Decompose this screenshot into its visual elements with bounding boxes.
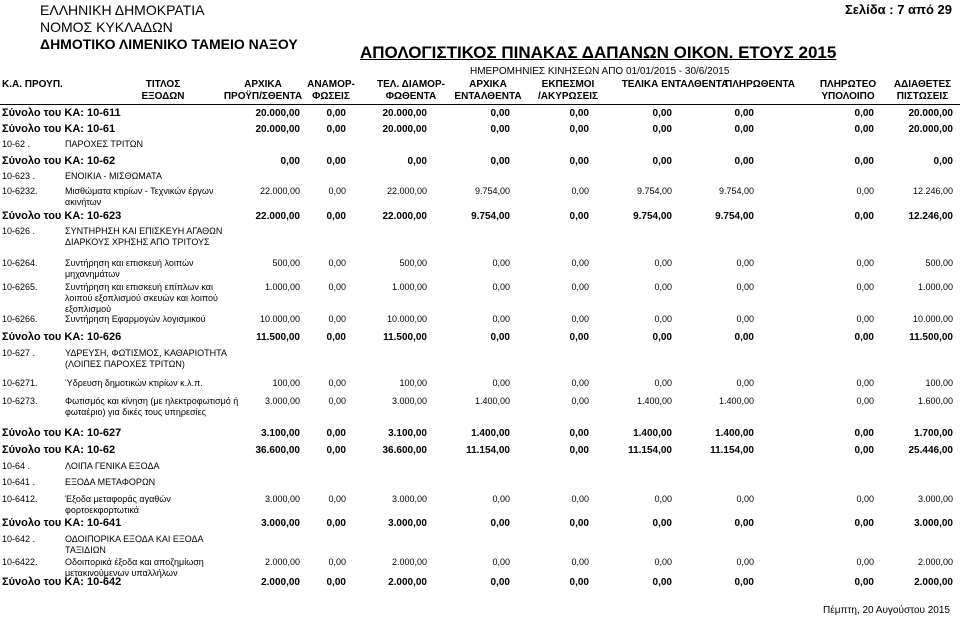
amount-cell: 0,00 xyxy=(326,124,346,135)
total-row xyxy=(0,577,960,591)
amount-cell: 11.154,00 xyxy=(466,445,510,456)
amount-cell: 0,00 xyxy=(569,156,589,167)
date-range: ΗΜΕΡΟΜΗΝΙΕΣ ΚΙΝΗΣΕΩΝ ΑΠΟ 01/01/2015 - 30/6/2015 xyxy=(470,66,730,77)
account-code: 10-6266. xyxy=(2,314,38,324)
amount-cell: 1.000,00 xyxy=(264,282,300,292)
total-label: Σύνολο του ΚΑ: 10-62 xyxy=(2,444,116,456)
account-code: 10-642 . xyxy=(2,534,36,544)
column-header: ΤΙΤΛΟΣ ΕΞΟΔΩΝ xyxy=(141,79,185,102)
amount-cell: 0,00 xyxy=(734,124,754,135)
amount-cell: 0,00 xyxy=(654,494,672,504)
account-code: 10-623 . xyxy=(2,171,36,181)
account-code: 10-6232. xyxy=(2,186,38,196)
amount-cell: 0,00 xyxy=(654,314,672,324)
amount-cell: 1.400,00 xyxy=(474,396,510,406)
total-label: Σύνολο του ΚΑ: 10-611 xyxy=(2,107,121,119)
header-line3: ΔΗΜΟΤΙΚΟ ΛΙΜΕΝΙΚΟ ΤΑΜΕΙΟ ΝΑΞΟΥ xyxy=(40,36,298,52)
amount-cell: 500,00 xyxy=(925,258,953,268)
amount-cell: 500,00 xyxy=(272,258,300,268)
amount-cell: 36.600,00 xyxy=(255,445,300,456)
header-line1: ΕΛΛΗΝΙΚΗ ΔΗΜΟΚΡΑΤΙΑ xyxy=(40,2,205,18)
column-header: ΤΕΛΙΚΑ ΕΝΤΑΛΘΕΝΤΑ xyxy=(621,79,729,90)
page-number: Σελίδα : 7 από 29 xyxy=(844,2,952,17)
account-title: Συντήρηση και επισκευή λοιπών μηχανημάτων xyxy=(65,258,194,279)
group-row xyxy=(0,461,960,475)
amount-cell: 0,00 xyxy=(328,494,346,504)
amount-cell: 20.000,00 xyxy=(382,108,427,119)
account-title: Μισθώματα κτιρίων - Τεχνικών έργων ακινήτων xyxy=(65,186,214,207)
total-row xyxy=(0,156,960,170)
header-divider xyxy=(0,104,960,105)
amount-cell: 0,00 xyxy=(654,557,672,567)
amount-cell: 0,00 xyxy=(326,428,346,439)
account-code: 10-62 . xyxy=(2,139,31,149)
amount-cell: 36.600,00 xyxy=(382,445,427,456)
amount-cell: 0,00 xyxy=(326,445,346,456)
total-label: Σύνολο του ΚΑ: 10-626 xyxy=(2,331,122,343)
amount-cell: 0,00 xyxy=(492,378,510,388)
amount-cell: 0,00 xyxy=(854,445,874,456)
amount-cell: 0,00 xyxy=(280,156,300,167)
amount-cell: 12.246,00 xyxy=(912,186,953,196)
amount-cell: 0,00 xyxy=(569,577,589,588)
amount-cell: 0,00 xyxy=(569,124,589,135)
amount-cell: 0,00 xyxy=(571,557,589,567)
amount-cell: 3.000,00 xyxy=(917,494,953,504)
group-row xyxy=(0,348,960,369)
amount-cell: 22.000,00 xyxy=(386,186,427,196)
total-row xyxy=(0,108,960,122)
amount-cell: 0,00 xyxy=(736,258,754,268)
amount-cell: 0,00 xyxy=(407,156,427,167)
amount-cell: 0,00 xyxy=(736,314,754,324)
amount-cell: 1.400,00 xyxy=(718,396,754,406)
amount-cell: 0,00 xyxy=(492,557,510,567)
amount-cell: 0,00 xyxy=(652,156,672,167)
amount-cell: 2.000,00 xyxy=(264,557,300,567)
total-row xyxy=(0,332,960,346)
account-code: 10-6412. xyxy=(2,494,38,504)
account-title: ΣΥΝΤΗΡΗΣΗ ΚΑΙ ΕΠΙΣΚΕΥΗ ΑΓΑΘΩΝ ΔΙΑΡΚΟΥΣ ΧΡΗΣΗΣ ΑΠΟ ΤΡΙΤΟΥΣ xyxy=(65,226,223,247)
amount-cell: 2.000,00 xyxy=(391,557,427,567)
amount-cell: 0,00 xyxy=(734,577,754,588)
amount-cell: 0,00 xyxy=(856,282,874,292)
amount-cell: 1.000,00 xyxy=(391,282,427,292)
amount-cell: 0,00 xyxy=(490,156,510,167)
amount-cell: 0,00 xyxy=(734,332,754,343)
amount-cell: 0,00 xyxy=(736,282,754,292)
total-label: Σύνολο του ΚΑ: 10-61 xyxy=(2,123,116,135)
amount-cell: 0,00 xyxy=(326,211,346,222)
amount-cell: 10.000,00 xyxy=(386,314,427,324)
header-block xyxy=(40,2,298,53)
account-title: Φωτισμός και κίνηση (με ηλεκτροφωτισμό ή φωταέριο) για δικές τους υπηρεσίες xyxy=(65,396,239,417)
amount-cell: 1.400,00 xyxy=(636,396,672,406)
amount-cell: 500,00 xyxy=(399,258,427,268)
amount-cell: 0,00 xyxy=(490,518,510,529)
amount-cell: 0,00 xyxy=(569,332,589,343)
account-title: Οδοιπορικά έξοδα και αποζημίωση μετακινούμενων υπαλλήλων xyxy=(65,557,204,578)
amount-cell: 11.500,00 xyxy=(383,332,427,343)
account-title: Συντήρηση Εφαρμογών λογισμικού xyxy=(65,314,206,324)
amount-cell: 2.000,00 xyxy=(914,577,953,588)
account-title: ΥΔΡΕΥΣΗ, ΦΩΤΙΣΜΟΣ, ΚΑΘΑΡΙΟΤΗΤΑ (ΛΟΙΠΕΣ ΠΑΡΟΧΕΣ ΤΡΙΤΩΝ) xyxy=(65,348,227,369)
column-header: ΤΕΛ. ΔΙΑΜΟΡ- ΦΩΘΕΝΤΑ xyxy=(377,79,445,102)
amount-cell: 20.000,00 xyxy=(255,108,300,119)
amount-cell: 0,00 xyxy=(854,156,874,167)
amount-cell: 0,00 xyxy=(734,518,754,529)
amount-cell: 0,00 xyxy=(490,124,510,135)
amount-cell: 20.000,00 xyxy=(908,124,953,135)
amount-cell: 0,00 xyxy=(654,282,672,292)
amount-cell: 3.000,00 xyxy=(264,396,300,406)
account-title: ΕΞΟΔΑ ΜΕΤΑΦΟΡΩΝ xyxy=(65,477,156,487)
amount-cell: 0,00 xyxy=(326,156,346,167)
amount-cell: 0,00 xyxy=(856,314,874,324)
amount-cell: 0,00 xyxy=(328,396,346,406)
amount-cell: 0,00 xyxy=(571,378,589,388)
amount-cell: 25.446,00 xyxy=(908,445,953,456)
amount-cell: 1.400,00 xyxy=(715,428,754,439)
account-code: 10-64 . xyxy=(2,461,31,471)
amount-cell: 11.154,00 xyxy=(628,445,672,456)
amount-cell: 3.100,00 xyxy=(388,428,427,439)
amount-cell: 0,00 xyxy=(571,282,589,292)
group-row xyxy=(0,477,960,491)
amount-cell: 0,00 xyxy=(736,557,754,567)
amount-cell: 0,00 xyxy=(652,124,672,135)
total-label: Σύνολο του ΚΑ: 10-627 xyxy=(2,427,122,439)
column-header: ΠΛΗΡΩΤΕΟ ΥΠΟΛΟΙΠΟ xyxy=(819,79,877,102)
amount-cell: 0,00 xyxy=(654,258,672,268)
amount-cell: 0,00 xyxy=(492,494,510,504)
amount-cell: 0,00 xyxy=(734,108,754,119)
total-row xyxy=(0,445,960,459)
amount-cell: 0,00 xyxy=(490,577,510,588)
amount-cell: 0,00 xyxy=(652,518,672,529)
column-header: ΕΚΠΕΣΜΟΙ /ΑΚΥΡΩΣΕΙΣ xyxy=(537,79,599,102)
group-row xyxy=(0,139,960,153)
column-header: ΑΝΑΜΟΡ- ΦΩΣΕΙΣ xyxy=(307,79,355,102)
amount-cell: 9.754,00 xyxy=(718,186,754,196)
account-code: 10-641 . xyxy=(2,477,36,487)
account-title: Ύδρευση δημοτικών κτιρίων κ.λ.π. xyxy=(65,378,203,388)
amount-cell: 0,00 xyxy=(328,186,346,196)
amount-cell: 0,00 xyxy=(492,258,510,268)
amount-cell: 9.754,00 xyxy=(636,186,672,196)
table-row xyxy=(0,282,960,314)
amount-cell: 0,00 xyxy=(571,186,589,196)
amount-cell: 0,00 xyxy=(326,577,346,588)
amount-cell: 11.500,00 xyxy=(256,332,300,343)
amount-cell: 0,00 xyxy=(856,494,874,504)
total-label: Σύνολο του ΚΑ: 10-642 xyxy=(2,576,122,588)
account-code: 10-6273. xyxy=(2,396,38,406)
amount-cell: 0,00 xyxy=(569,428,589,439)
amount-cell: 10.000,00 xyxy=(259,314,300,324)
column-header: ΑΡΧΙΚΑ ΠΡΟΫΠ/ΣΘΕΝΤΑ xyxy=(223,79,303,102)
total-label: Σύνολο του ΚΑ: 10-62 xyxy=(2,155,116,167)
amount-cell: 3.000,00 xyxy=(261,518,300,529)
account-title: ΠΑΡΟΧΕΣ ΤΡΙΤΩΝ xyxy=(65,139,143,149)
column-header: Κ.Α. ΠΡΟΥΠ. xyxy=(2,79,63,90)
account-title: Έξοδα μεταφοράς αγαθών φορτοεκφορτωτικά xyxy=(65,494,171,515)
amount-cell: 22.000,00 xyxy=(382,211,427,222)
amount-cell: 0,00 xyxy=(490,332,510,343)
header-line2: ΝΟΜΟΣ ΚΥΚΛΑΔΩΝ xyxy=(40,19,173,35)
amount-cell: 0,00 xyxy=(571,494,589,504)
amount-cell: 2.000,00 xyxy=(917,557,953,567)
amount-cell: 100,00 xyxy=(925,378,953,388)
amount-cell: 9.754,00 xyxy=(715,211,754,222)
amount-cell: 3.000,00 xyxy=(388,518,427,529)
amount-cell: 11.154,00 xyxy=(710,445,754,456)
amount-cell: 20.000,00 xyxy=(382,124,427,135)
amount-cell: 20.000,00 xyxy=(908,108,953,119)
amount-cell: 9.754,00 xyxy=(633,211,672,222)
amount-cell: 0,00 xyxy=(854,211,874,222)
amount-cell: 0,00 xyxy=(328,314,346,324)
account-title: ΛΟΙΠΑ ΓΕΝΙΚΑ ΕΞΟΔΑ xyxy=(65,461,160,471)
amount-cell: 0,00 xyxy=(328,258,346,268)
amount-cell: 22.000,00 xyxy=(255,211,300,222)
amount-cell: 1.000,00 xyxy=(917,282,953,292)
total-label: Σύνολο του ΚΑ: 10-623 xyxy=(2,210,122,222)
total-row xyxy=(0,428,960,442)
amount-cell: 0,00 xyxy=(652,577,672,588)
amount-cell: 0,00 xyxy=(933,156,953,167)
amount-cell: 0,00 xyxy=(856,258,874,268)
amount-cell: 3.000,00 xyxy=(391,494,427,504)
column-header: ΠΛΗΡΩΘΕΝΤΑ xyxy=(724,79,796,90)
amount-cell: 3.000,00 xyxy=(264,494,300,504)
amount-cell: 0,00 xyxy=(328,378,346,388)
column-header: ΑΡΧΙΚΑ ΕΝΤΑΛΘΕΝΤΑ xyxy=(454,79,522,102)
account-code: 10-6264. xyxy=(2,258,38,268)
group-row xyxy=(0,534,960,555)
amount-cell: 2.000,00 xyxy=(388,577,427,588)
amount-cell: 9.754,00 xyxy=(471,211,510,222)
amount-cell: 0,00 xyxy=(652,108,672,119)
group-row xyxy=(0,226,960,247)
amount-cell: 22.000,00 xyxy=(259,186,300,196)
amount-cell: 1.400,00 xyxy=(471,428,510,439)
table-row xyxy=(0,314,960,328)
amount-cell: 0,00 xyxy=(854,108,874,119)
amount-cell: 0,00 xyxy=(854,124,874,135)
account-title: ΟΔΟΙΠΟΡΙΚΑ ΕΞΟΔΑ ΚΑΙ ΕΞΟΔΑ ΤΑΞΙΔΙΩΝ xyxy=(65,534,204,555)
amount-cell: 3.000,00 xyxy=(391,396,427,406)
amount-cell: 0,00 xyxy=(856,557,874,567)
amount-cell: 0,00 xyxy=(328,557,346,567)
amount-cell: 0,00 xyxy=(736,378,754,388)
amount-cell: 0,00 xyxy=(326,108,346,119)
table-row xyxy=(0,378,960,392)
amount-cell: 9.754,00 xyxy=(474,186,510,196)
amount-cell: 0,00 xyxy=(571,396,589,406)
amount-cell: 0,00 xyxy=(569,211,589,222)
amount-cell: 10.000,00 xyxy=(912,314,953,324)
amount-cell: 3.000,00 xyxy=(914,518,953,529)
amount-cell: 0,00 xyxy=(854,428,874,439)
total-label: Σύνολο του ΚΑ: 10-641 xyxy=(2,517,122,529)
account-code: 10-6265. xyxy=(2,282,38,292)
account-code: 10-6271. xyxy=(2,378,38,388)
amount-cell: 0,00 xyxy=(569,518,589,529)
amount-cell: 1.600,00 xyxy=(917,396,953,406)
amount-cell: 0,00 xyxy=(569,108,589,119)
amount-cell: 100,00 xyxy=(399,378,427,388)
account-title: ΕΝΟΙΚΙΑ - ΜΙΣΘΩΜΑΤΑ xyxy=(65,171,162,181)
amount-cell: 0,00 xyxy=(571,314,589,324)
amount-cell: 0,00 xyxy=(854,518,874,529)
amount-cell: 0,00 xyxy=(734,156,754,167)
amount-cell: 0,00 xyxy=(490,108,510,119)
table-row xyxy=(0,396,960,417)
amount-cell: 0,00 xyxy=(856,396,874,406)
amount-cell: 3.100,00 xyxy=(261,428,300,439)
amount-cell: 0,00 xyxy=(652,332,672,343)
amount-cell: 1.400,00 xyxy=(633,428,672,439)
amount-cell: 1.700,00 xyxy=(914,428,953,439)
amount-cell: 0,00 xyxy=(854,577,874,588)
account-code: 10-627 . xyxy=(2,348,36,358)
amount-cell: 100,00 xyxy=(272,378,300,388)
account-code: 10-6422. xyxy=(2,557,38,567)
amount-cell: 0,00 xyxy=(326,332,346,343)
amount-cell: 0,00 xyxy=(854,332,874,343)
amount-cell: 12.246,00 xyxy=(908,211,953,222)
amount-cell: 0,00 xyxy=(856,186,874,196)
table-row xyxy=(0,494,960,515)
document-title: ΑΠΟΛΟΓΙΣΤΙΚΟΣ ΠΙΝΑΚΑΣ ΔΑΠΑΝΩΝ ΟΙΚΟΝ. ΕΤΟΥΣ 2015 xyxy=(360,43,837,62)
amount-cell: 0,00 xyxy=(328,282,346,292)
amount-cell: 0,00 xyxy=(654,378,672,388)
footer-date: Πέμπτη, 20 Αυγούστου 2015 xyxy=(823,605,950,616)
total-row xyxy=(0,211,960,225)
total-row xyxy=(0,124,960,138)
column-header: ΑΔΙΑΘΕΤΕΣ ΠΙΣΤΩΣΕΙΣ xyxy=(893,79,952,102)
table-row xyxy=(0,258,960,279)
amount-cell: 0,00 xyxy=(736,494,754,504)
amount-cell: 11.500,00 xyxy=(909,332,953,343)
total-row xyxy=(0,518,960,532)
table-row xyxy=(0,557,960,578)
amount-cell: 0,00 xyxy=(856,378,874,388)
amount-cell: 20.000,00 xyxy=(255,124,300,135)
table-row xyxy=(0,186,960,207)
amount-cell: 0,00 xyxy=(492,314,510,324)
amount-cell: 2.000,00 xyxy=(261,577,300,588)
amount-cell: 0,00 xyxy=(492,282,510,292)
account-title: Συντήρηση και επισκευή επίπλων και λοιπού εξοπλισμού σκευών και λοιπού εξοπλισμού xyxy=(65,282,218,314)
amount-cell: 0,00 xyxy=(326,518,346,529)
account-code: 10-626 . xyxy=(2,226,36,236)
amount-cell: 0,00 xyxy=(571,258,589,268)
group-row xyxy=(0,171,960,185)
amount-cell: 0,00 xyxy=(569,445,589,456)
